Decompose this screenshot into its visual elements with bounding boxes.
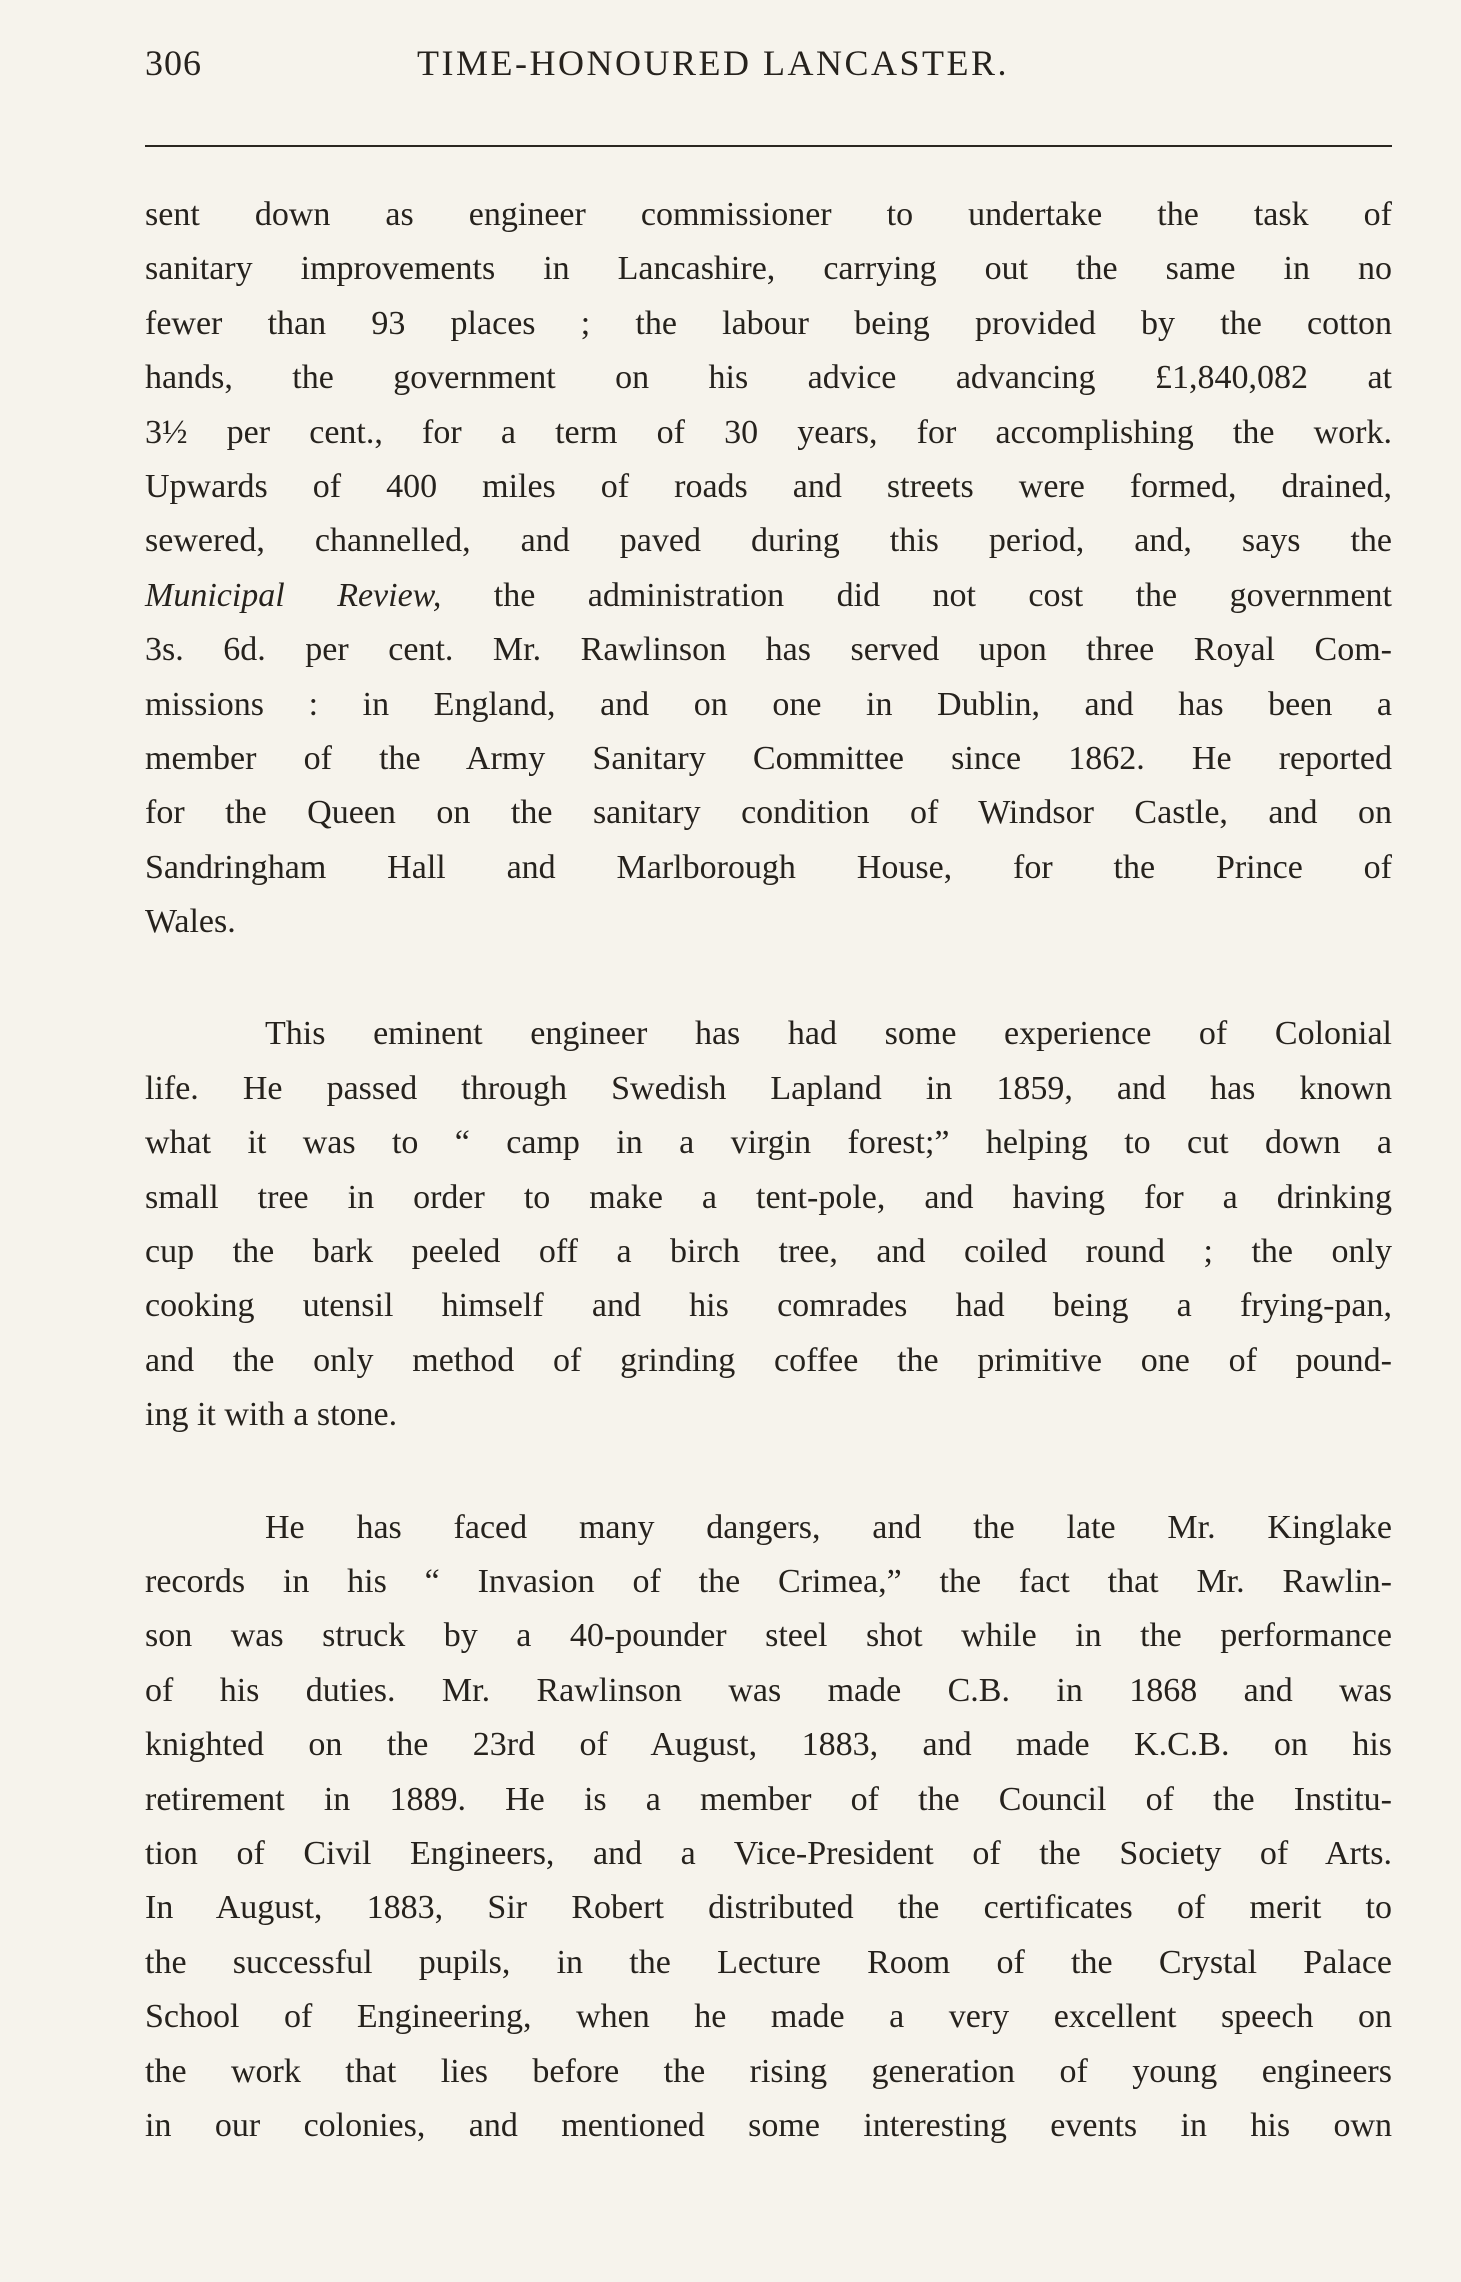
text-line: In August, 1883, Sir Robert distributed the certificates of merit to [145,1889,1392,1927]
text-line: records in his “ Invasion of the Crimea,” the fact that Mr. Rawlin- [145,1562,1392,1600]
text-line: hands, the government on his advice advancing £1,840,082 at [145,359,1392,397]
text-run: the administration did not cost the government [441,576,1392,614]
text-line: what it was to “ camp in a virgin forest;” helping to cut down a [145,1124,1392,1162]
text-line: of his duties. Mr. Rawlinson was made C.B. in 1868 and was [145,1671,1392,1709]
header-rule [145,145,1392,147]
text-line: sanitary improvements in Lancashire, carrying out the same in no [145,250,1392,288]
text-line [145,569,1392,623]
text-line: son was struck by a 40-pounder steel shot while in the performance [145,1617,1392,1655]
text-line: the work that lies before the rising generation of young engineers [145,2052,1392,2090]
text-line: ing it with a stone. [145,1396,398,1434]
text-line: retirement in 1889. He is a member of the Council of the Institu- [145,1780,1392,1818]
text-line: cup the bark peeled off a birch tree, and coiled round ; the only [145,1233,1392,1271]
italic-title: Municipal Review, [145,576,442,614]
paragraph-gap [145,949,1392,1007]
text-line: for the Queen on the sanitary condition of Windsor Castle, and on [145,794,1392,832]
text-line: School of Engineering, when he made a very excellent speech on [145,1998,1392,2036]
text-line: member of the Army Sanitary Committee since 1862. He reported [145,739,1392,777]
text-line: Wales. [145,903,236,941]
text-line: He has faced many dangers, and the late Mr. Kinglake [265,1508,1392,1546]
paragraph-1 [145,188,1392,949]
text-line: fewer than 93 places ; the labour being provided by the cotton [145,304,1392,342]
text-line: 3½ per cent., for a term of 30 years, for accomplishing the work. [145,413,1392,451]
text-line: knighted on the 23rd of August, 1883, and made K.C.B. on his [145,1726,1392,1764]
text-line: sewered, channelled, and paved during this period, and, says the [145,522,1392,560]
text-line: and the only method of grinding coffee the primitive one of pound- [145,1341,1392,1379]
text-line: cooking utensil himself and his comrades had being a frying-pan, [145,1287,1392,1325]
body-text [145,188,1392,2153]
text-line: missions : in England, and on one in Dublin, and has been a [145,685,1392,723]
text-line: sent down as engineer commissioner to undertake the task of [145,196,1392,233]
paragraph-3 [145,1501,1392,2154]
text-line: life. He passed through Swedish Lapland in 1859, and has known [145,1069,1392,1107]
text-line: tion of Civil Engineers, and a Vice-President of the Society of Arts. [145,1834,1392,1872]
page-number: 306 [145,43,202,83]
page-header [145,42,1390,102]
running-head: TIME-HONOURED LANCASTER. [417,43,1009,83]
paragraph-gap [145,1443,1392,1501]
text-line: small tree in order to make a tent-pole, and having for a drinking [145,1178,1392,1216]
text-line: Sandringham Hall and Marlborough House, for the Prince of [145,848,1392,886]
paragraph-2 [145,1007,1392,1442]
text-line: This eminent engineer has had some experience of Colonial [265,1015,1392,1053]
text-line: the successful pupils, in the Lecture Room of the Crystal Palace [145,1943,1392,1981]
text-line: 3s. 6d. per cent. Mr. Rawlinson has served upon three Royal Com- [145,631,1392,669]
text-line: in our colonies, and mentioned some interesting events in his own [145,2106,1392,2144]
text-line: Upwards of 400 miles of roads and streets were formed, drained, [145,467,1392,505]
